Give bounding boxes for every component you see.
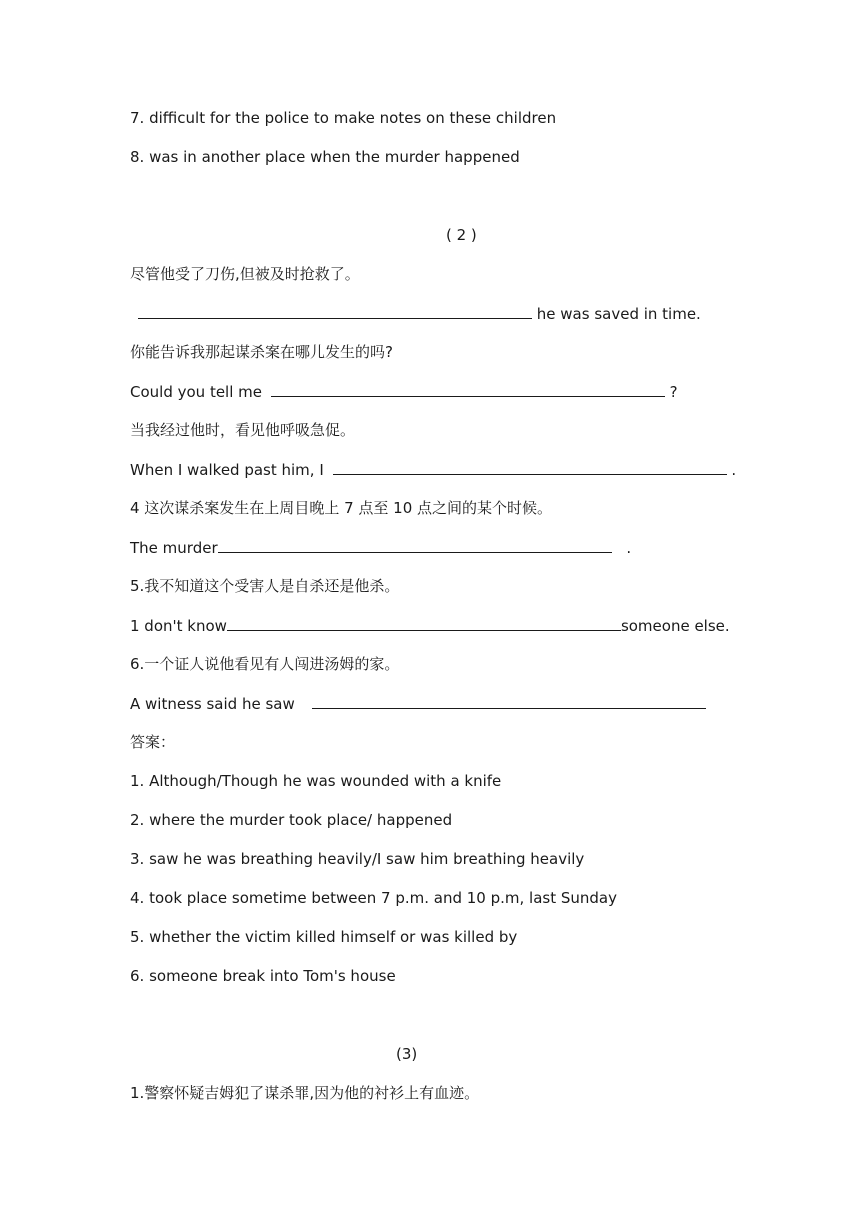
fill-in-line (130, 692, 706, 714)
answer-label: 答案： (130, 733, 176, 751)
sentence-text: Could you tell me (130, 383, 262, 401)
answer-blank[interactable] (271, 380, 665, 397)
question-prompt: 4 这次谋杀案发生在上周目晚上 7 点至 10 点之间的某个时候。 (130, 499, 553, 517)
answer-blank[interactable] (333, 458, 727, 475)
answer-line: 3. saw he was breathing heavily/I saw him breathing heavily (130, 850, 585, 868)
question-prompt: 你能告诉我那起谋杀案在哪儿发生的吗? (130, 343, 393, 361)
question-prompt: 5.我不知道这个受害人是自杀还是他杀。 (130, 577, 400, 595)
fill-in-line (130, 458, 736, 480)
answer-line: 7. difficult for the police to make notes on these children (130, 109, 557, 127)
sentence-text: When I walked past him, I (130, 461, 324, 479)
sentence-text: 1 don't know (130, 617, 227, 635)
sentence-text: The murder (130, 539, 218, 557)
sentence-text: . (731, 461, 737, 479)
answer-line: 6. someone break into Tom's house (130, 967, 396, 985)
fill-in-line (130, 536, 631, 558)
sentence-text: ? (669, 383, 678, 401)
question-prompt: 6.一个证人说他看见有人闯进汤姆的家。 (130, 655, 400, 673)
sentence-text: someone else. (620, 617, 730, 635)
question-prompt: 尽管他受了刀伤,但被及时抢救了。 (130, 265, 360, 283)
answer-blank[interactable] (227, 614, 621, 631)
answer-blank[interactable] (218, 536, 612, 553)
answer-line: 8. was in another place when the murder happened (130, 148, 520, 166)
answer-line: 4. took place sometime between 7 p.m. and 10 p.m, last Sunday (130, 889, 617, 907)
answer-line: 5. whether the victim killed himself or was killed by (130, 928, 518, 946)
sentence-text: he was saved in time. (536, 305, 701, 323)
question-prompt: 当我经过他时，看见他呼吸急促。 (130, 421, 356, 439)
fill-in-line (130, 614, 730, 636)
answer-line: 1. Although/Though he was wounded with a knife (130, 772, 502, 790)
answer-blank[interactable] (138, 302, 532, 319)
answer-blank[interactable] (312, 692, 706, 709)
section-heading: ( 2 ) (446, 226, 477, 244)
answer-line: 2. where the murder took place/ happened (130, 811, 453, 829)
fill-in-line (130, 302, 701, 324)
sentence-text: A witness said he saw (130, 695, 295, 713)
section-heading: (3) (396, 1045, 418, 1063)
question-prompt: 1.警察怀疑吉姆犯了谋杀罪,因为他的衬衫上有血迹。 (130, 1084, 480, 1102)
fill-in-line (130, 380, 678, 402)
sentence-text: . (626, 539, 632, 557)
